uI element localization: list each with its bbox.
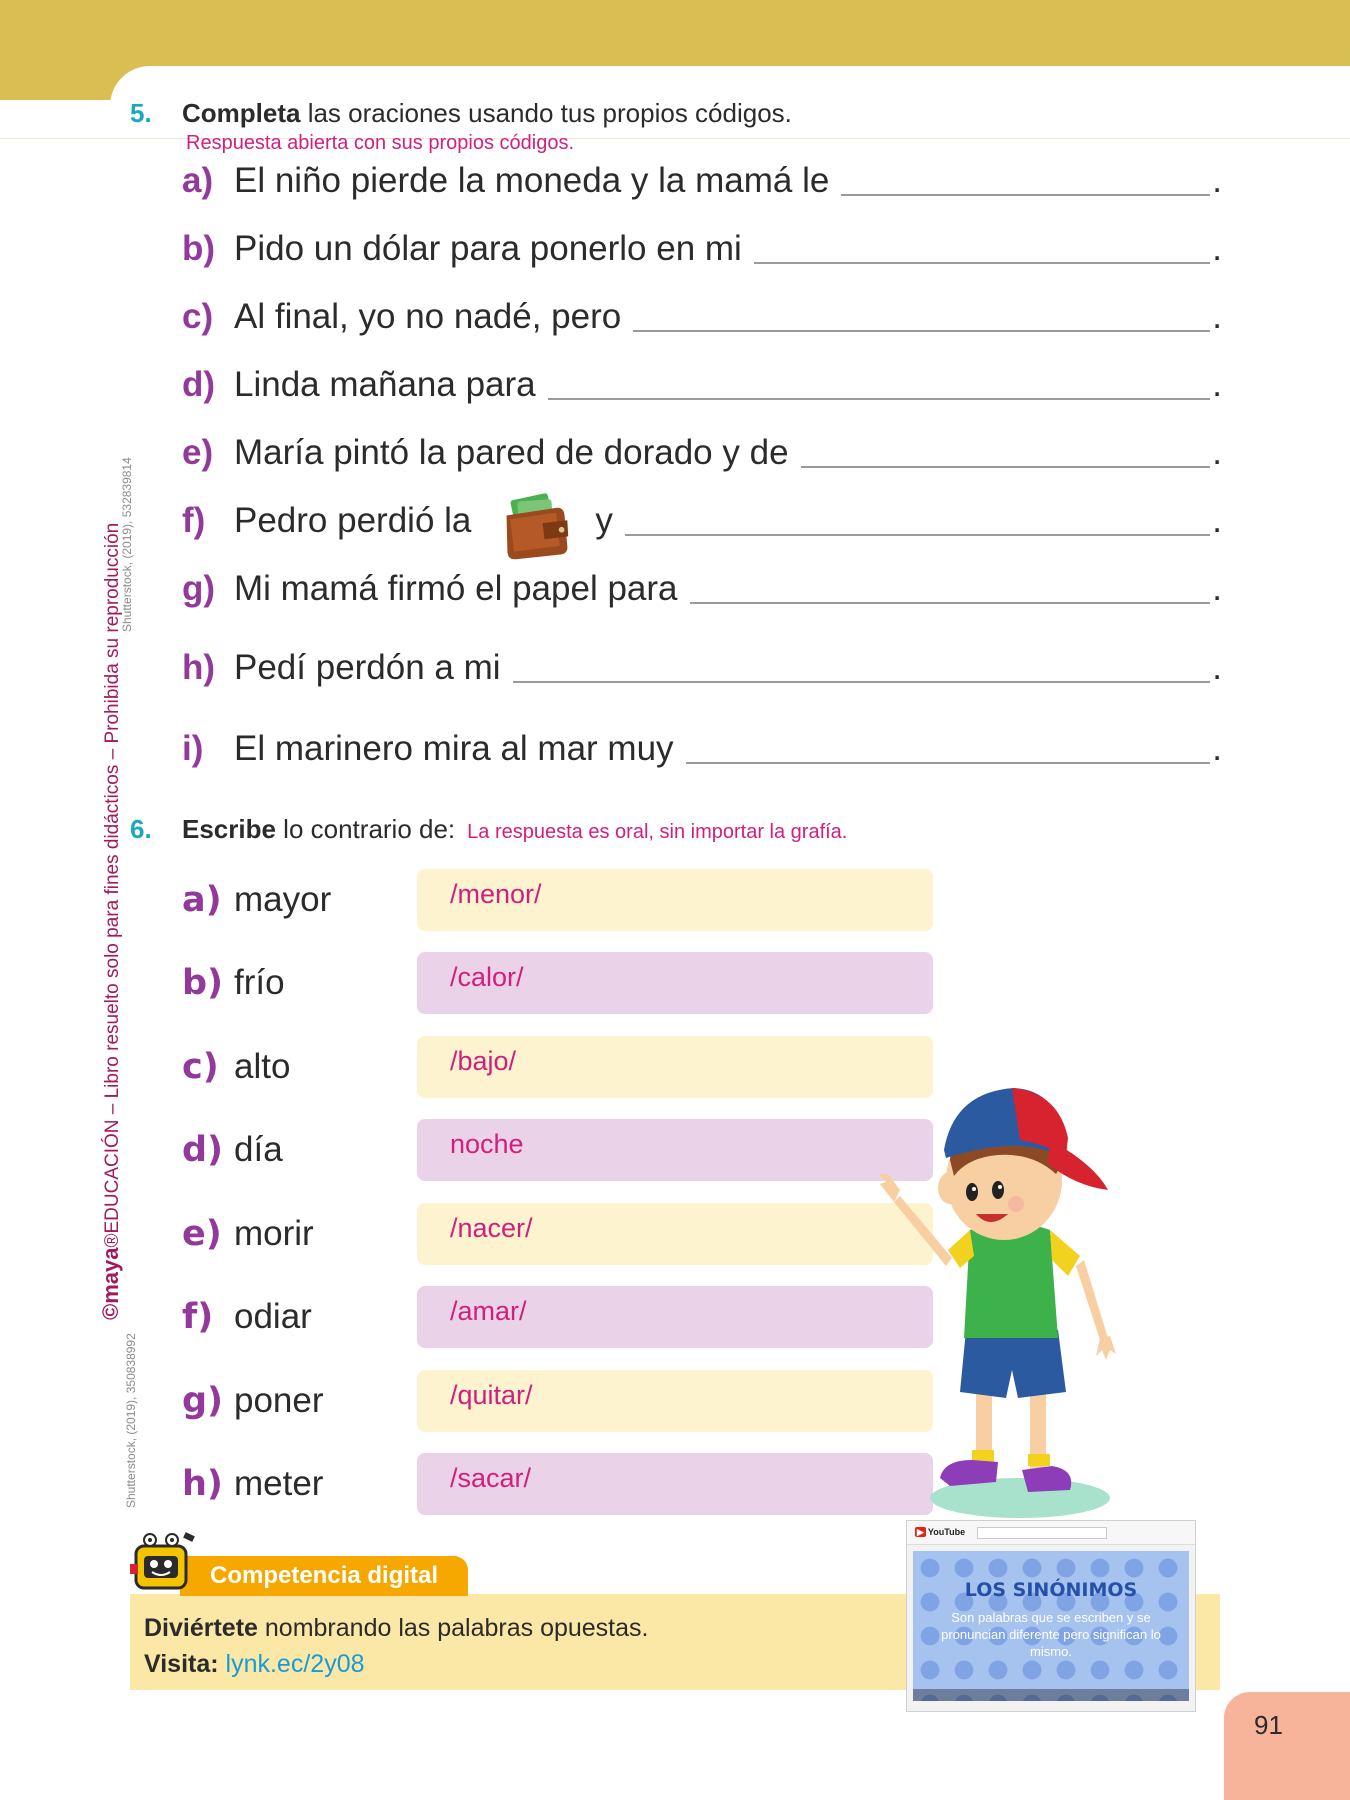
sentence-f xyxy=(182,496,1222,546)
opposite-row-a xyxy=(182,869,933,931)
item-letter: g) xyxy=(182,569,216,608)
item-letter: d) xyxy=(182,1130,224,1170)
cd-visit-label: Visita: xyxy=(144,1650,219,1678)
photo-credit-bottom: Shutterstock, (2019), 350838992 xyxy=(124,1333,138,1508)
answer-blank[interactable] xyxy=(513,653,1211,683)
sentence-d xyxy=(182,360,1222,410)
opposite-row-c xyxy=(182,1036,933,1098)
opposite-answer-box[interactable]: /sacar/ xyxy=(417,1453,933,1515)
opposite-row-d xyxy=(182,1119,933,1181)
item-letter: a) xyxy=(182,161,214,200)
side-credit xyxy=(98,523,124,1320)
sentence-period: . xyxy=(1212,365,1222,404)
opposite-word: día xyxy=(234,1130,283,1169)
item-letter: f) xyxy=(182,1297,214,1337)
cd-text-rest: nombrando las palabras opuestas. xyxy=(257,1614,649,1642)
item-letter: a) xyxy=(182,880,222,920)
instruction-rest: las oraciones usando tus propios códigos. xyxy=(300,98,792,128)
sentence-connector: y xyxy=(595,501,613,540)
answer-blank[interactable] xyxy=(633,302,1210,332)
sentence-period: . xyxy=(1212,161,1222,200)
sentence-text: El niño pierde la moneda y la mamá le xyxy=(234,161,830,200)
sentence-i xyxy=(182,724,1222,774)
opposite-word: poner xyxy=(234,1381,324,1420)
opposite-word: meter xyxy=(234,1464,324,1503)
opposite-answer-box[interactable]: /calor/ xyxy=(417,952,933,1014)
boy-illustration xyxy=(880,1080,1160,1520)
instruction-rest: lo contrario de: xyxy=(275,814,456,844)
answer-blank[interactable] xyxy=(686,734,1211,764)
item-letter: d) xyxy=(182,365,216,404)
item-letter: h) xyxy=(182,648,216,687)
opposite-row-e xyxy=(182,1203,933,1265)
sentence-period: . xyxy=(1212,297,1222,336)
youtube-wordmark: YouTube xyxy=(927,1527,966,1537)
video-browser-bar xyxy=(907,1521,1195,1545)
item-letter: b) xyxy=(182,229,216,268)
sentence-text: Mi mamá firmó el papel para xyxy=(234,569,678,608)
sentence-period: . xyxy=(1212,648,1222,687)
sentence-h xyxy=(182,643,1222,693)
opposite-row-f xyxy=(182,1286,933,1348)
video-controls[interactable] xyxy=(913,1689,1189,1701)
answer-blank[interactable] xyxy=(548,370,1211,400)
page-number: 91 xyxy=(1224,1692,1350,1800)
exercise-5-instruction xyxy=(182,98,792,129)
sentence-e xyxy=(182,428,1222,478)
sentence-period: . xyxy=(1212,501,1222,540)
cd-link[interactable]: lynk.ec/2y08 xyxy=(225,1650,365,1678)
answer-blank[interactable] xyxy=(801,438,1211,468)
sentence-text: Al final, yo no nadé, pero xyxy=(234,297,622,336)
exercise-6-number: 6. xyxy=(130,814,152,844)
item-letter: e) xyxy=(182,1214,222,1254)
wallet-icon xyxy=(497,487,573,563)
answer-blank[interactable] xyxy=(625,506,1210,536)
opposite-answer-box[interactable]: /amar/ xyxy=(417,1286,933,1348)
digital-competence-visit xyxy=(144,1650,365,1679)
video-title: LOS SINÓNIMOS xyxy=(964,1579,1138,1601)
opposite-answer-box[interactable]: /quitar/ xyxy=(417,1370,933,1432)
video-thumbnail[interactable] xyxy=(906,1520,1196,1712)
digital-competence-title: Competencia digital xyxy=(180,1556,468,1596)
opposite-answer-box[interactable]: noche xyxy=(417,1119,933,1181)
opposite-row-h xyxy=(182,1453,933,1515)
opposite-word: morir xyxy=(234,1214,314,1253)
opposite-answer-box[interactable]: /nacer/ xyxy=(417,1203,933,1265)
credit-text: ®EDUCACIÓN – Libro resuelto solo para fines didácticos – Prohibida su reproducción xyxy=(102,522,123,1248)
answer-blank[interactable] xyxy=(754,234,1210,264)
sentence-b xyxy=(182,224,1222,274)
sentence-text: Pedro perdió la xyxy=(234,501,472,540)
instruction-verb: Escribe xyxy=(182,814,276,844)
opposite-word: alto xyxy=(234,1047,291,1086)
sentence-text: María pintó la pared de dorado y de xyxy=(234,433,789,472)
item-letter: i) xyxy=(182,729,204,768)
sentence-period: . xyxy=(1212,569,1222,608)
item-letter: c) xyxy=(182,1047,219,1087)
sentence-a xyxy=(182,156,1222,206)
item-letter: e) xyxy=(182,433,214,472)
sentence-period: . xyxy=(1212,729,1222,768)
instruction-verb: Completa xyxy=(182,98,301,128)
opposite-word: odiar xyxy=(234,1297,312,1336)
opposite-answer-box[interactable]: /bajo/ xyxy=(417,1036,933,1098)
sentence-g xyxy=(182,564,1222,614)
exercise-5-note: Respuesta abierta con sus propios códigos. xyxy=(186,132,575,154)
item-letter: b) xyxy=(182,963,224,1003)
item-letter: c) xyxy=(182,297,214,336)
photo-credit-top: Shutterstock, (2019), 532839814 xyxy=(120,457,134,632)
opposite-row-b xyxy=(182,952,933,1014)
opposite-row-g xyxy=(182,1370,933,1432)
robot-icon xyxy=(128,1528,200,1600)
sentence-period: . xyxy=(1212,229,1222,268)
sentence-text: El marinero mira al mar muy xyxy=(234,729,674,768)
exercise-6-instruction xyxy=(182,814,847,845)
opposite-word: frío xyxy=(234,963,285,1002)
opposite-word: mayor xyxy=(234,880,332,919)
item-letter: g) xyxy=(182,1381,224,1421)
exercise-6-note: La respuesta es oral, sin importar la grafía. xyxy=(467,821,848,843)
video-screen[interactable] xyxy=(913,1551,1189,1701)
opposite-answer-box[interactable]: /menor/ xyxy=(417,869,933,931)
sentence-text: Pedí perdón a mi xyxy=(234,648,501,687)
youtube-logo xyxy=(915,1527,967,1538)
exercise-5-number: 5. xyxy=(130,98,152,128)
sentence-c xyxy=(182,292,1222,342)
digital-competence-text xyxy=(144,1614,648,1643)
video-subtitle: Son palabras que se escriben y se pronuncian diferente pero significan lo mismo. xyxy=(941,1610,1161,1659)
play-icon: ▶ xyxy=(917,1527,924,1537)
sentence-text: Pido un dólar para ponerlo en mi xyxy=(234,229,742,268)
item-letter: f) xyxy=(182,501,206,540)
item-letter: h) xyxy=(182,1464,223,1504)
brand-mark: ©maya xyxy=(98,1247,123,1320)
answer-blank[interactable] xyxy=(690,574,1211,604)
cd-verb: Diviértete xyxy=(144,1614,258,1642)
answer-blank[interactable] xyxy=(841,166,1210,196)
sentence-text: Linda mañana para xyxy=(234,365,536,404)
video-search-input[interactable] xyxy=(977,1527,1107,1539)
sentence-period: . xyxy=(1212,433,1222,472)
